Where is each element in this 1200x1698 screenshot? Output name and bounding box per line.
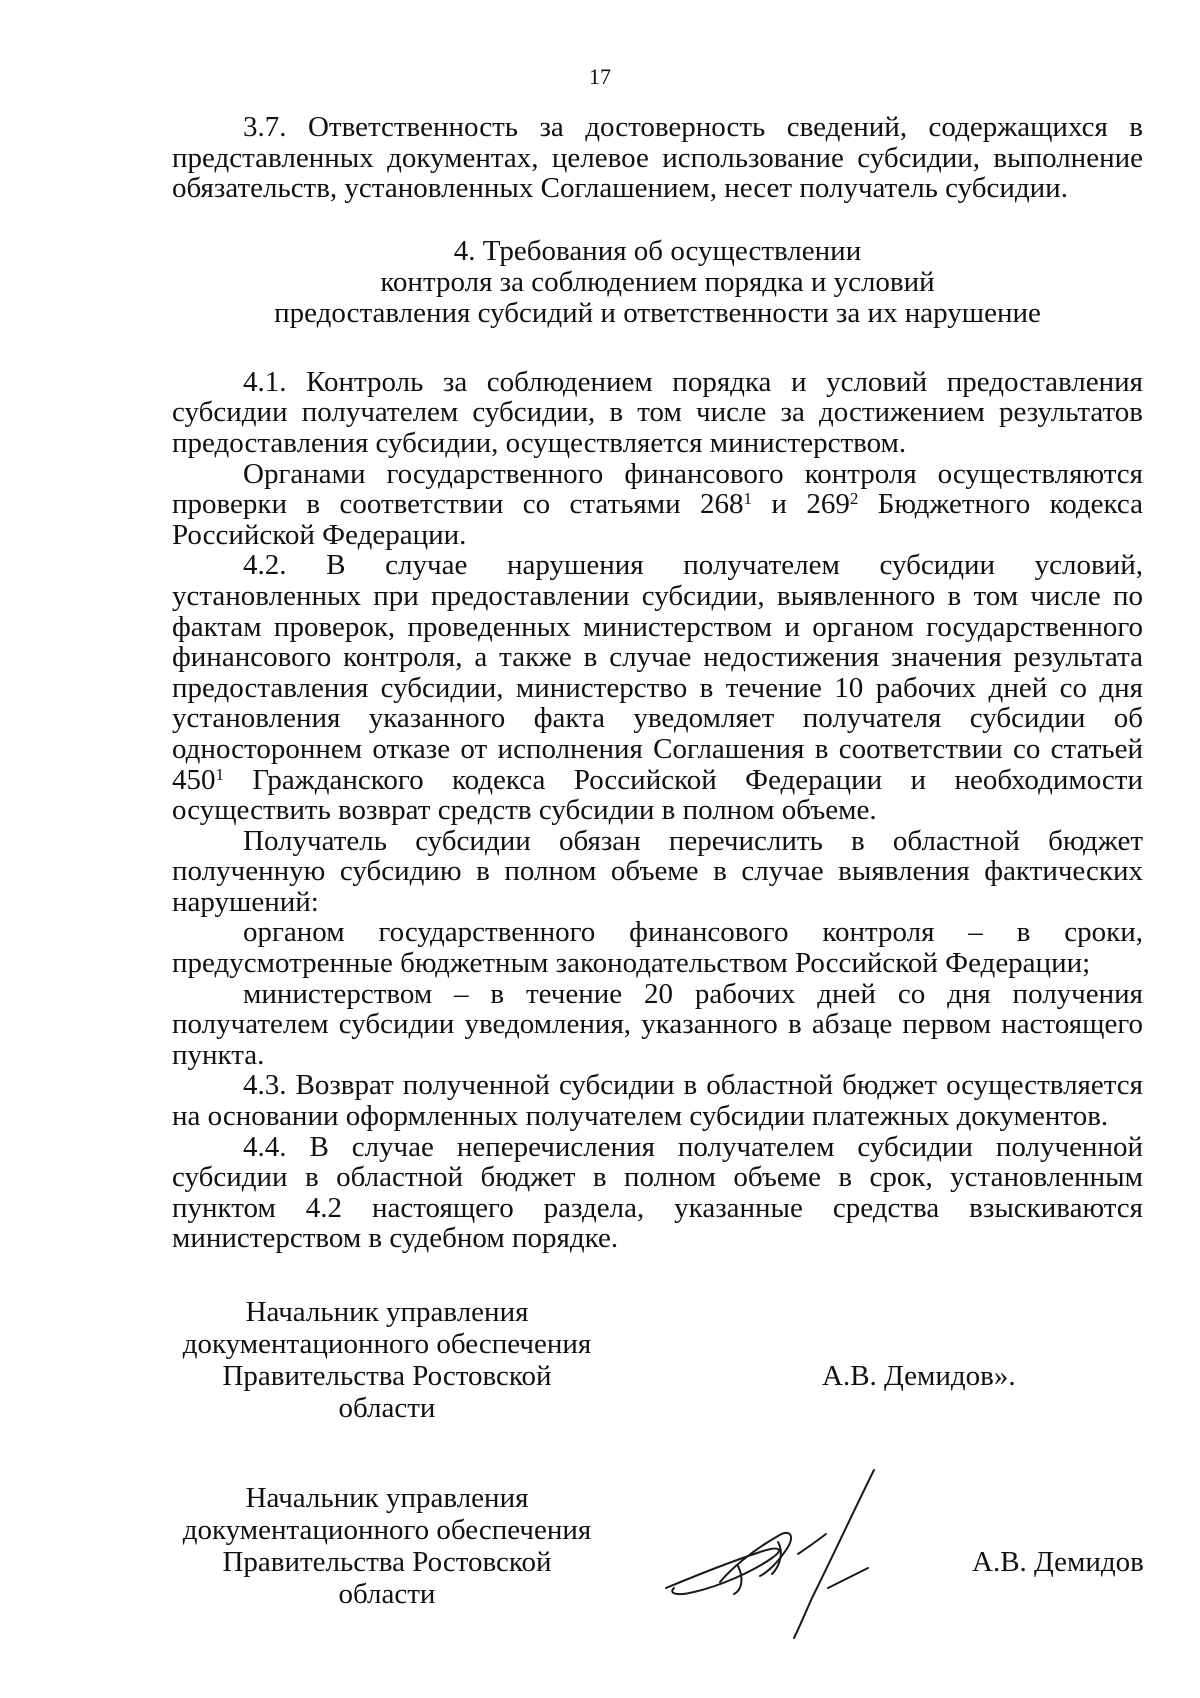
signer-position (172, 1482, 602, 1610)
handwritten-signature (660, 1466, 940, 1651)
paragraph-4-1: 4.1. Контроль за соблюдением порядка и условий предоставления субсидии получателем субсидии, в том числе за достижением результатов предоставления субсидии, осуществляется министерством. (172, 365, 1143, 459)
control-text-part-1: Органами государственного финансового контроля осуществляются проверки в соответствии со статьями 268 (172, 457, 1143, 521)
signer-position (172, 1296, 602, 1424)
section-heading-line-3: предоставления субсидий и ответственности за их нарушение (274, 296, 1041, 329)
paragraph-4-2 (172, 550, 1143, 825)
paragraph-refund-item-b: министерством – в течение 20 рабочих дней со дня получения получателем субсидии уведомления, указанного в абзаце первом настоящего пункта. (172, 977, 1143, 1071)
signer-position-line-2: документационного обеспечения (182, 1328, 592, 1360)
p42-sup: 1 (215, 764, 224, 784)
p42-text-part-2: Гражданского кодекса Российской Федерации и необходимости осуществить возврат средств субсидии в полном объеме. (172, 763, 1143, 827)
paragraph-refund-item-a: органом государственного финансового контроля – в сроки, предусмотренные бюджетным законодательством Российской Федерации; (172, 916, 1143, 980)
section-heading-line-2: контроля за соблюдением порядка и условий (380, 265, 935, 298)
control-text-part-2: и 269 (752, 488, 850, 521)
signature-block-1 (172, 1296, 1143, 1424)
signer-position-line-2: документационного обеспечения (182, 1514, 592, 1546)
section-heading (172, 236, 1143, 329)
p42-text-part-1: 4.2. В случае нарушения получателем субсидии условий, установленных при предоставлении субсидии, выявленного в том числе по фактам проверок, проведенных министерством и органом государственного финансового контроля, а также в случае недостижения значения результата предоставления субсидии, министерство в течение 10 рабочих дней со дня установления указанного факта уведомляет получателя субсидии об одностороннем отказе от исполнения Соглашения в соответствии со статьей 450 (172, 549, 1143, 796)
signer-position-line-1: Начальник управления (245, 1296, 529, 1328)
paragraph-4-3: 4.3. Возврат полученной субсидии в областной бюджет осуществляется на основании оформленных получателем субсидии платежных документов. (172, 1069, 1143, 1133)
signer-name: А.В. Демидов (972, 1546, 1144, 1578)
signature-block-2 (172, 1482, 1143, 1610)
signer-name: А.В. Демидов». (822, 1360, 1016, 1392)
page-number: 17 (589, 64, 611, 89)
signer-position-line-3: Правительства Ростовской области (222, 1360, 552, 1424)
control-sup-2: 2 (849, 489, 859, 509)
control-text-part-3: Бюджетного кодекса Российской Федерации. (172, 488, 1143, 551)
signer-position-line-3: Правительства Ростовской области (222, 1546, 552, 1610)
paragraph-3-7: 3.7. Ответственность за достоверность сведений, содержащихся в представленных документах, целевое использование субсидии, выполнение обязательств, установленных Соглашением, несет получатель субсидии. (172, 111, 1143, 205)
signer-position-line-1: Начальник управления (245, 1482, 529, 1514)
paragraph-control-bodies (172, 459, 1143, 551)
section-heading-line-1: 4. Требования об осуществлении (453, 234, 862, 267)
paragraph-4-4: 4.4. В случае неперечисления получателем субсидии полученной субсидии в областной бюджет в полном объеме в срок, установленным пунктом 4.2 настоящего раздела, указанные средства взыскиваются министерством в судебном порядке. (172, 1130, 1143, 1255)
paragraph-refund-obligation: Получатель субсидии обязан перечислить в областной бюджет полученную субсидию в полном объеме в случае выявления фактических нарушений: (172, 824, 1143, 918)
document-body (172, 112, 1143, 1254)
control-sup-1: 1 (743, 489, 753, 509)
